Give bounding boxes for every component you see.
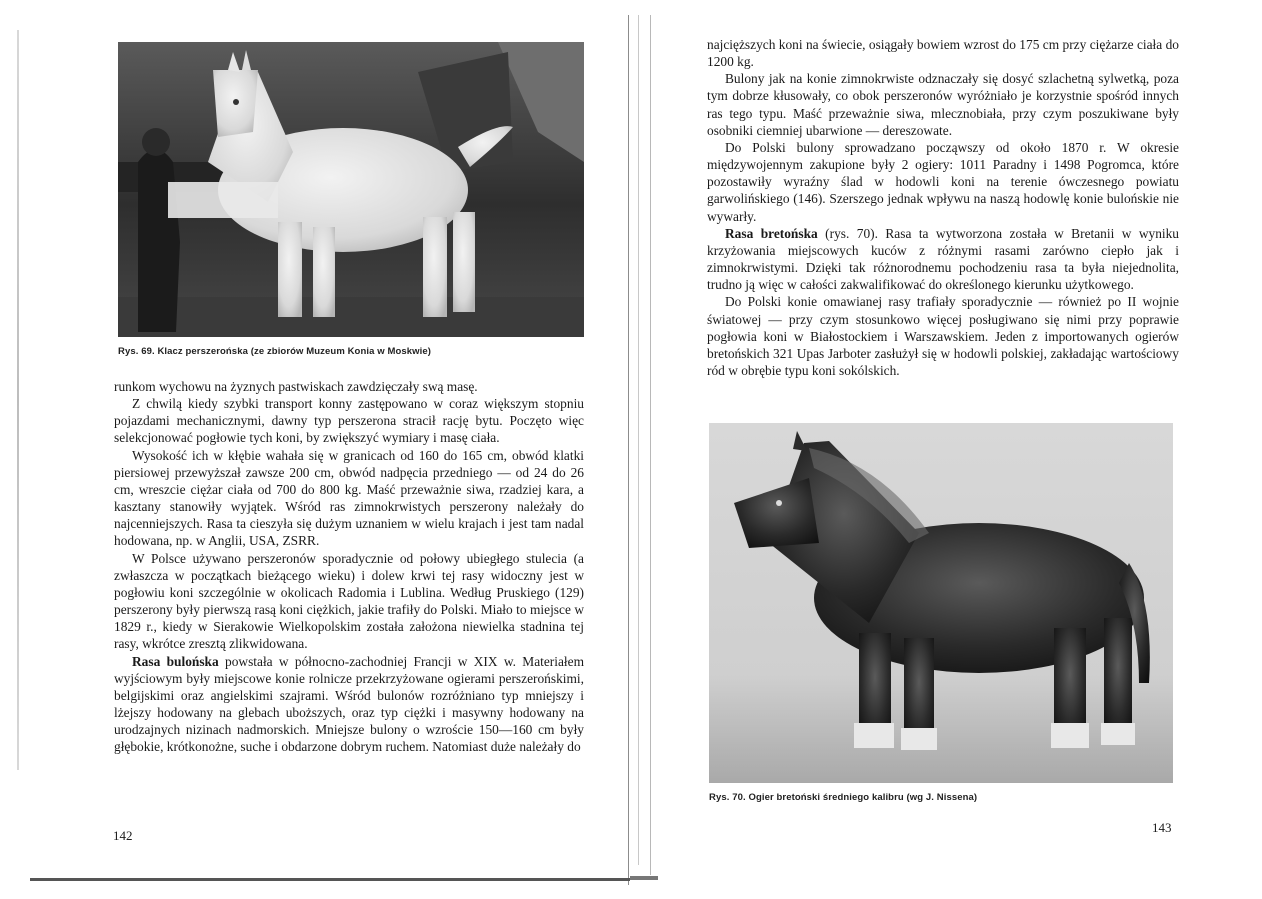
paragraph — [114, 447, 584, 550]
paragraph — [707, 293, 1179, 379]
paragraph-text: Do Polski bulony sprowadzano począwszy od około 1870 r. W okresie międzywojennym zakupione były 2 ogiery: 1011 Paradny i 1498 Pogromca, które pozostawiły wyraźny ślad w hodowli koni na terenie ówczesnego powiatu garwolińskiego (146). Szerszego jednak wpływu na naszą hodowlę konie bulońskie nie wywarły. — [707, 139, 1179, 224]
paragraph-text: Bulony jak na konie zimnokrwiste odznaczały się dosyć szlachetną sylwetką, poza tym dobrze kłusowały, co obok perszeronów wyróżniało je korzystnie spośród innych ras tego typu. Maść przeważnie siwa, mlecznobiała, przy czym poszukiwane były osobniki ciemniej ubarwione — dereszowate. — [707, 71, 1179, 138]
paragraph — [707, 139, 1179, 225]
paragraph-text: W Polsce używano perszeronów sporadycznie od połowy ubiegłego stulecia (a zwłaszcza w początkach bieżącego wieku) i dolew krwi tej rasy widoczny jest w pogłowiu koni szczególnie w okolicach Radomia i Lublina. Według Pruskiego (129) perszerony były pierwszą rasą koni ciężkich, jakie trafiły do Polski. Miało to miejsce w 1829 r., kiedy w Sierakowie Wielkopolskim została założona niewielka stadnina tej rasy, wkrótce zresztą zlikwidowana. — [114, 550, 584, 652]
right-page — [632, 0, 1262, 899]
paragraph — [114, 395, 584, 446]
breed-heading-breton: Rasa bretońska — [725, 225, 818, 241]
breed-heading-boulonnais: Rasa bulońska — [132, 653, 219, 669]
paragraph — [114, 653, 584, 756]
figure-caption: Rys. 70. Ogier bretoński średniego kalibru (wg J. Nissena) — [709, 792, 978, 803]
paragraph — [707, 225, 1179, 294]
paragraph-text: (rys. 70). Rasa ta wytworzona została w Bretanii w wyniku krzyżowania miejscowych kuców z różnymi rasami zarówno ciepło jak i zimnokrwistymi. Dzięki tak różnorodnemu pochodzeniu rasa ta była niejednolita, trudno ją więc w całości zakwalifikować do określonego kierunku użytkowego. — [707, 225, 1179, 293]
paragraph — [707, 70, 1179, 139]
paragraph — [114, 378, 584, 395]
paragraph — [707, 36, 1179, 70]
percheron-mare-photo — [118, 42, 584, 337]
right-page-body — [707, 36, 1179, 379]
paragraph-text: runkom wychowu na żyznych pastwiskach zawdzięczały swą masę. — [114, 379, 478, 394]
paragraph-text: Do Polski konie omawianej rasy trafiały sporadycznie — również po II wojnie światowej — przy czym stosunkowo więcej posługiwano się nimi przy poprawie pogłowia koni w Białostockiem i Warszawskiem. Jeden z importowanych ogierów bretońskich 321 Upas Jarboter zasłużył się w hodowli polskiej, zakładając wartościowy ród w obrębie typu koni sokólskich. — [707, 294, 1179, 378]
paragraph-text: Z chwilą kiedy szybki transport konny zastępowano w coraz większym stopniu pojazdami mechanicznymi, dawny typ perszerona stracił rację bytu. Poczęto więc selekcjonować pogłowie tych koni, by zwiększyć wymiary i masę ciała. — [114, 396, 584, 446]
breton-stallion-photo — [709, 423, 1173, 783]
paragraph-text: powstała w północno-zachodniej Francji w XIX w. Materiałem wyjściowym były miejscowe konie rolnicze przekrzyżowane ogierami perszerońskimi, belgijskimi oraz angielskimi szajrami. Wśród bulonów rozróżniano typ mniejszy i lżejszy hodowany na glebach uboższych, oraz typ ciężki i masywny hodowany na urodzajnych nizinach nadmorskich. Mniejsze bulony o wzroście 150—160 cm były głębokie, krótkonożne, suche i obdarzone dobrym ruchem. Natomiast duże należały do — [114, 653, 585, 755]
paragraph-text: najcięższych koni na świecie, osiągały bowiem wzrost do 175 cm przy ciężarze ciała do 1200 kg. — [707, 37, 1179, 70]
left-page-body — [114, 378, 584, 755]
figure-caption: Rys. 69. Klacz perszerońska (ze zbiorów Muzeum Konia w Moskwie) — [118, 346, 432, 357]
page-number: 143 — [1152, 820, 1172, 835]
figure-breton-stallion — [709, 423, 1173, 783]
page-number: 142 — [113, 828, 133, 843]
paragraph — [114, 550, 584, 653]
figure-percheron-mare — [118, 42, 584, 337]
left-page — [0, 0, 630, 899]
paragraph-text: Wysokość ich w kłębie wahała się w granicach od 160 do 165 cm, obwód klatki piersiowej przewyższał zawsze 200 cm, obwód nadpęcia przedniego — od 24 do 26 cm, wreszcie ciężar ciała od 700 do 800 kg. Maść przeważnie siwa, rzadziej kara, a kasztany stanowiły wyjątek. Wśród ras zimnokrwistych perszerony należały do najcenniejszych. Rasa ta cieszyła się dużym uznaniem w wielu krajach i jest tam nadal hodowana, np. w Anglii, USA, ZSRR. — [114, 447, 584, 549]
